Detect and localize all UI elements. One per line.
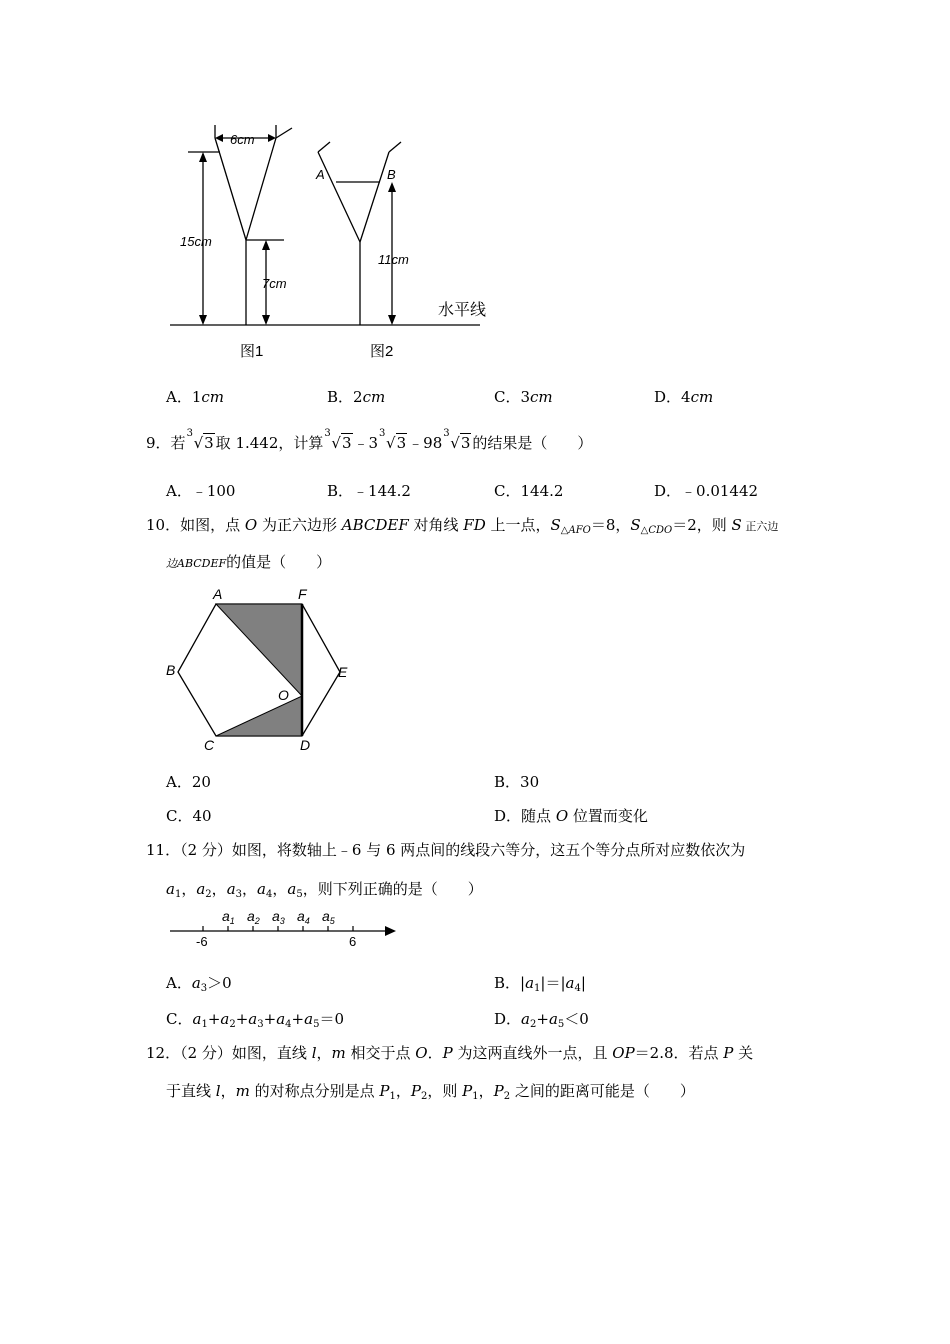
axis-point-a4: $a_4$ (297, 908, 310, 926)
q12-stem-line2: 于直线 l，m 的对称点分别是点 $P_1$，$P_2$，则 $P_1$，$P_2$ 之间的距离可能是（ ） (166, 1082, 695, 1102)
q8-option-c[interactable]: C．3cm (494, 388, 553, 406)
q10-option-b[interactable]: B．30 (494, 773, 540, 791)
fig2-height-label: 11cm (378, 252, 409, 267)
hex-label-c: C (204, 737, 215, 753)
q11-option-d[interactable]: D．$a_2+a_5<0$ (494, 1010, 589, 1030)
hex-label-b: B (166, 662, 176, 678)
fig2-label-b: B (387, 167, 396, 182)
q11-option-b[interactable]: B．$|a_1|=|a_4|$ (494, 974, 586, 994)
hex-label-a: A (213, 586, 223, 602)
q9-option-c[interactable]: C．144.2 (494, 482, 564, 500)
q11-option-c[interactable]: C．$a_1+a_2+a_3+a_4+a_5=0$ (166, 1010, 344, 1030)
fig1-height-label: 15cm (180, 234, 212, 249)
cube-root-3: 3 √3 (324, 428, 352, 452)
hex-label-d: D (300, 737, 311, 753)
q10-option-a[interactable]: A．20 (166, 773, 211, 791)
axis-point-a3: $a_3$ (272, 908, 285, 926)
fig2-label-a: A (316, 167, 325, 182)
q11-option-a[interactable]: A．$a_3>0$ (166, 974, 232, 994)
hex-label-o: O (278, 687, 289, 703)
q11-stem-line1: 11．（2 分）如图，将数轴上﹣6 与 6 两点间的线段六等分，这五个等分点所对应数依次为 (146, 841, 746, 859)
q11-stem-line2: $a_1$，$a_2$，$a_3$，$a_4$，$a_5$，则下列正确的是（ ） (166, 880, 483, 900)
cube-root-3: 3 √3 (379, 428, 407, 452)
q10-stem-line2: 边ABCDEF的值是（ ） (166, 553, 332, 571)
axis-label-left: -6 (196, 934, 208, 949)
fig1-caption: 图1 (240, 343, 264, 360)
axis-point-a2: $a_2$ (247, 908, 260, 926)
number-line-figure (160, 900, 410, 952)
fig1-width-label: 6cm (230, 132, 255, 147)
cup-figures (160, 120, 500, 370)
q10-stem-line1: 10．如图，点 O 为正六边形 ABCDEF 对角线 FD 上一点，$S_{\triangle AFO}=8$，$S_{\triangle CDO}=2$，则 S 正六边 (146, 516, 779, 536)
hexagon-figure (160, 580, 360, 755)
q12-stem-line1: 12．（2 分）如图，直线 l，m 相交于点 O．P 为这两直线外一点，且 OP＝2.8．若点 P 关 (146, 1044, 754, 1062)
q9-option-b[interactable]: B．﹣144.2 (327, 482, 411, 500)
q9-stem: 9．若 3 √3 取 1.442，计算 3 √3 ﹣3 3 √3 ﹣98 3 √3 的结果是（ ） (146, 428, 593, 452)
hex-label-f: F (298, 586, 307, 602)
q9-option-a[interactable]: A．﹣100 (166, 482, 236, 500)
hex-label-e: E (338, 664, 348, 680)
fig1-stem-label: 7cm (262, 276, 287, 291)
q9-option-d[interactable]: D．﹣0.01442 (654, 482, 759, 500)
cube-root-3: 3 √3 (186, 428, 214, 452)
horizontal-line-label: 水平线 (438, 302, 487, 319)
q10-option-d[interactable]: D．随点 O 位置而变化 (494, 807, 648, 825)
fig2-caption: 图2 (370, 343, 394, 360)
q10-option-c[interactable]: C．40 (166, 807, 212, 825)
cube-root-3: 3 √3 (443, 428, 471, 452)
axis-label-right: 6 (349, 934, 357, 949)
q8-option-a[interactable]: A．1cm (166, 388, 225, 406)
axis-point-a5: $a_5$ (322, 908, 335, 926)
axis-point-a1: $a_1$ (222, 908, 235, 926)
q8-option-d[interactable]: D．4cm (654, 388, 714, 406)
q8-option-b[interactable]: B．2cm (327, 388, 386, 406)
